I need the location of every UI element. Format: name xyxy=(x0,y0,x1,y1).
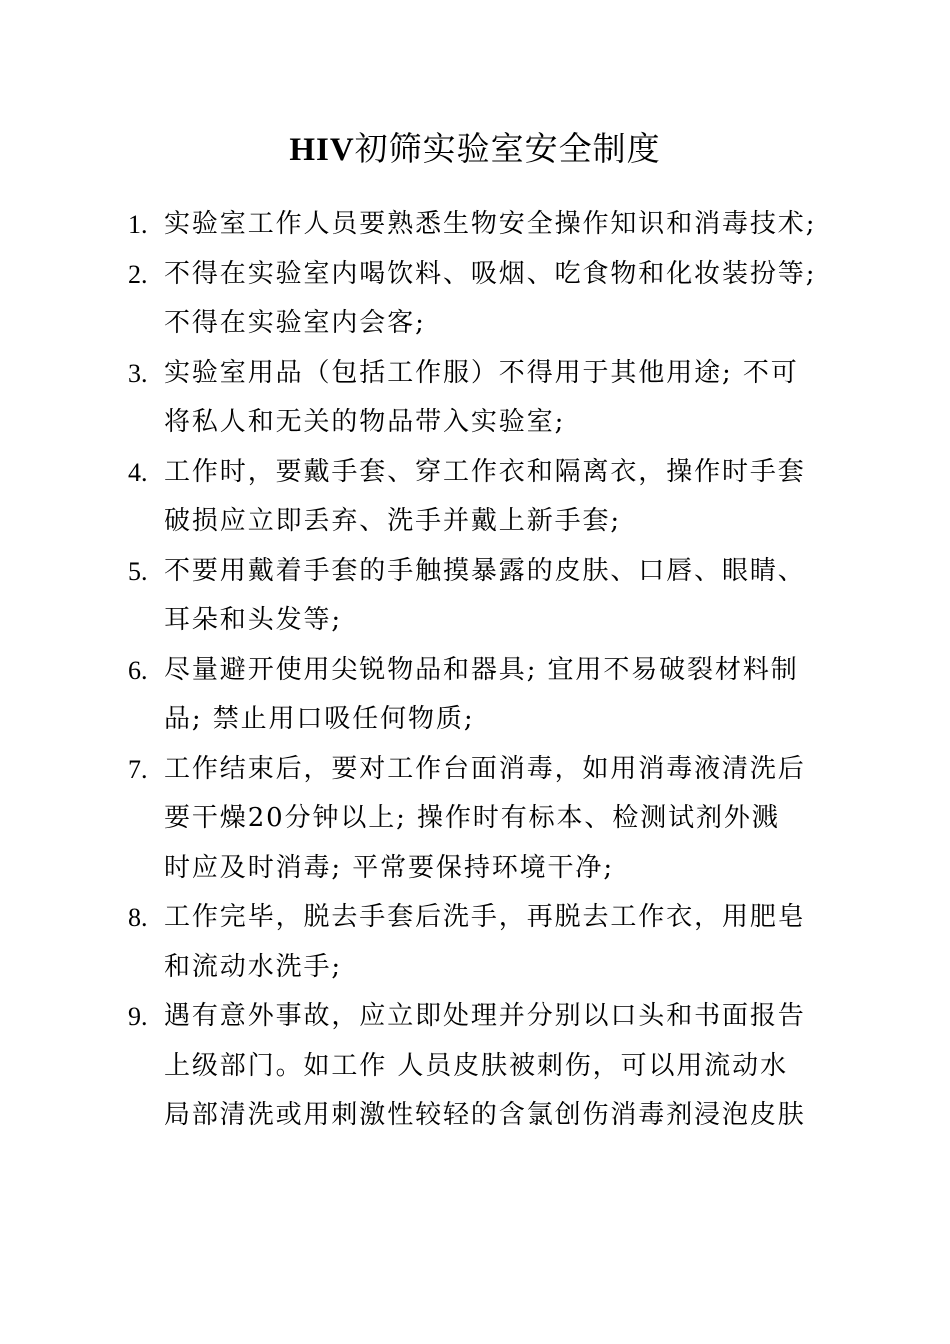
rule-item xyxy=(118,349,838,448)
rule-number: 4. xyxy=(128,457,148,487)
rule-text-line: 工作完毕，脱去手套后洗手，再脱去工作衣，用肥皂 xyxy=(164,902,806,932)
rule-item xyxy=(118,250,838,349)
rule-number: 2. xyxy=(128,259,148,289)
rule-text-line: 和流动水洗手; xyxy=(164,951,343,982)
rule-text-line: 耳朵和头发等; xyxy=(164,605,343,635)
rule-text xyxy=(164,250,838,349)
rule-text-line: 将私人和无关的物品带入实验室; xyxy=(164,407,566,437)
rule-text-line: 遇有意外事故，应立即处理并分别以口头和书面报告 xyxy=(164,1001,806,1031)
rule-item xyxy=(118,200,838,250)
rule-text xyxy=(164,745,838,894)
rule-text xyxy=(164,448,838,547)
rule-text-line: 要干燥20分钟以上; 操作时有标本、检测试剂外溅 xyxy=(164,803,780,833)
title-latin: HIV xyxy=(289,132,355,168)
rule-text xyxy=(164,992,838,1141)
rule-text-line: 品; 禁止用口吸任何物质; xyxy=(164,704,475,734)
rule-text-line: 上级部门。如工作 人员皮肤被刺伤，可以用流动水 xyxy=(164,1050,788,1081)
rule-text-line: 不得在实验室内会客; xyxy=(164,308,426,338)
rule-text xyxy=(164,200,838,250)
document-title xyxy=(0,124,950,175)
rule-number: 6. xyxy=(128,655,148,685)
rule-item xyxy=(118,745,838,894)
rule-text-line: 实验室用品（包括工作服）不得用于其他用途; 不可 xyxy=(164,357,799,388)
rule-text xyxy=(164,349,838,448)
rule-text-line: 局部清洗或用刺激性较轻的含氯创伤消毒剂浸泡皮肤 xyxy=(164,1100,806,1130)
rule-number: 3. xyxy=(128,358,148,388)
rule-text xyxy=(164,893,838,992)
rule-number: 5. xyxy=(128,556,148,586)
rule-text-line: 破损应立即丢弃、洗手并戴上新手套; xyxy=(164,506,622,536)
rule-text-line: 时应及时消毒; 平常要保持环境干净; xyxy=(164,852,614,883)
rule-number: 7. xyxy=(128,754,148,784)
rule-item xyxy=(118,992,838,1141)
rule-text-line: 工作结束后，要对工作台面消毒，如用消毒液清洗后 xyxy=(164,753,806,784)
rules-list xyxy=(118,200,838,1141)
rule-text-line: 工作时，要戴手套、穿工作衣和隔离衣，操作时手套 xyxy=(164,456,806,487)
title-cjk: 初筛实验室安全制度 xyxy=(354,129,661,168)
rule-item xyxy=(118,893,838,992)
rule-text-line: 不要用戴着手套的手触摸暴露的皮肤、口唇、眼睛、 xyxy=(164,555,806,586)
rule-text xyxy=(164,646,838,745)
rule-item xyxy=(118,448,838,547)
rule-number: 8. xyxy=(128,903,148,932)
rule-number: 1. xyxy=(128,210,148,239)
rule-item xyxy=(118,646,838,745)
rule-text-line: 尽量避开使用尖锐物品和器具; 宜用不易破裂材料制 xyxy=(164,654,799,685)
rule-text-line: 不得在实验室内喝饮料、吸烟、吃食物和化妆装扮等; xyxy=(164,258,817,289)
rule-number: 9. xyxy=(128,1002,148,1031)
rule-text-line: 实验室工作人员要熟悉生物安全操作知识和消毒技术; xyxy=(164,209,817,239)
rule-text xyxy=(164,547,838,646)
rule-item xyxy=(118,547,838,646)
